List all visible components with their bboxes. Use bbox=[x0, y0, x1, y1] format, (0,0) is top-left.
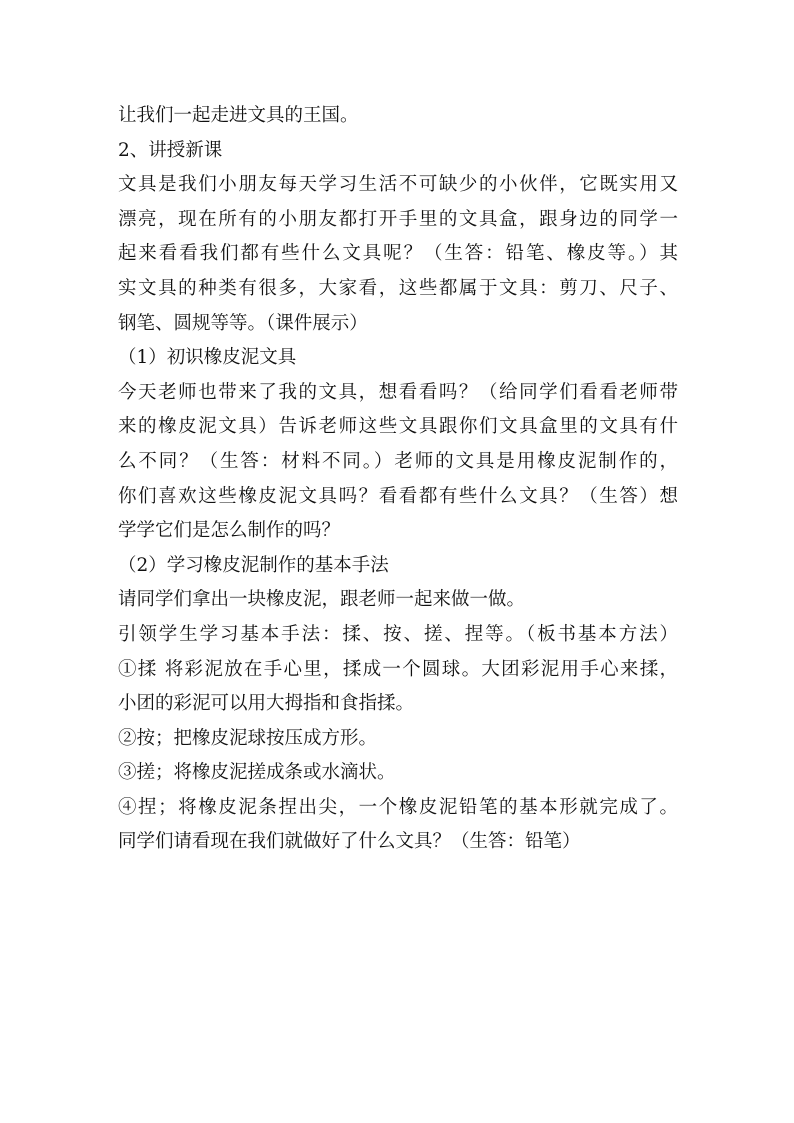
text-line: 学学它们是怎么制作的吗？ bbox=[118, 520, 341, 542]
subsection-heading: （1）初识橡皮泥文具 bbox=[118, 347, 297, 369]
text-line: ④捏；将橡皮泥条捏出尖，一个橡皮泥铅笔的基本形就完成了。 bbox=[118, 796, 678, 818]
text-line: 来的橡皮泥文具）告诉老师这些文具跟你们文具盒里的文具有什 bbox=[118, 416, 678, 438]
text-line: 让我们一起走进文具的王国。 bbox=[118, 105, 359, 126]
text-line: 请同学们拿出一块橡皮泥，跟老师一起来做一做。 bbox=[118, 589, 526, 611]
text-line: 起来看看我们都有些什么文具呢？（生答：铅笔、橡皮等。）其 bbox=[118, 243, 678, 265]
text-line: 么不同？（生答：材料不同。）老师的文具是用橡皮泥制作的， bbox=[118, 450, 678, 472]
text-line: 钢笔、圆规等等。（课件展示） bbox=[118, 312, 368, 334]
text-line: 实文具的种类有很多，大家看，这些都属于文具：剪刀、尺子、 bbox=[118, 277, 678, 299]
subsection-heading: （2）学习橡皮泥制作的基本手法 bbox=[118, 554, 389, 576]
section-heading: 2、讲授新课 bbox=[118, 139, 223, 161]
text-line: ③搓；将橡皮泥搓成条或水滴状。 bbox=[118, 762, 396, 784]
text-line: 漂亮，现在所有的小朋友都打开手里的文具盒，跟身边的同学一 bbox=[118, 208, 678, 230]
text-line: 文具是我们小朋友每天学习生活不可缺少的小伙伴，它既实用又 bbox=[118, 174, 678, 196]
text-line: ②按；把橡皮泥球按压成方形。 bbox=[118, 727, 378, 749]
text-line: 你们喜欢这些橡皮泥文具吗？看看都有些什么文具？（生答）想 bbox=[118, 485, 678, 507]
text-line: 今天老师也带来了我的文具，想看看吗？（给同学们看看老师带 bbox=[118, 381, 678, 403]
document-body bbox=[118, 99, 678, 860]
text-line: 引领学生学习基本手法：揉、按、搓、捏等。（板书基本方法） bbox=[118, 623, 678, 645]
text-line: 同学们请看现在我们就做好了什么文具？（生答：铅笔） bbox=[118, 831, 581, 853]
text-line: ①揉 将彩泥放在手心里，揉成一个圆球。大团彩泥用手心来揉， bbox=[118, 658, 678, 680]
text-line: 小团的彩泥可以用大拇指和食指揉。 bbox=[118, 693, 415, 715]
